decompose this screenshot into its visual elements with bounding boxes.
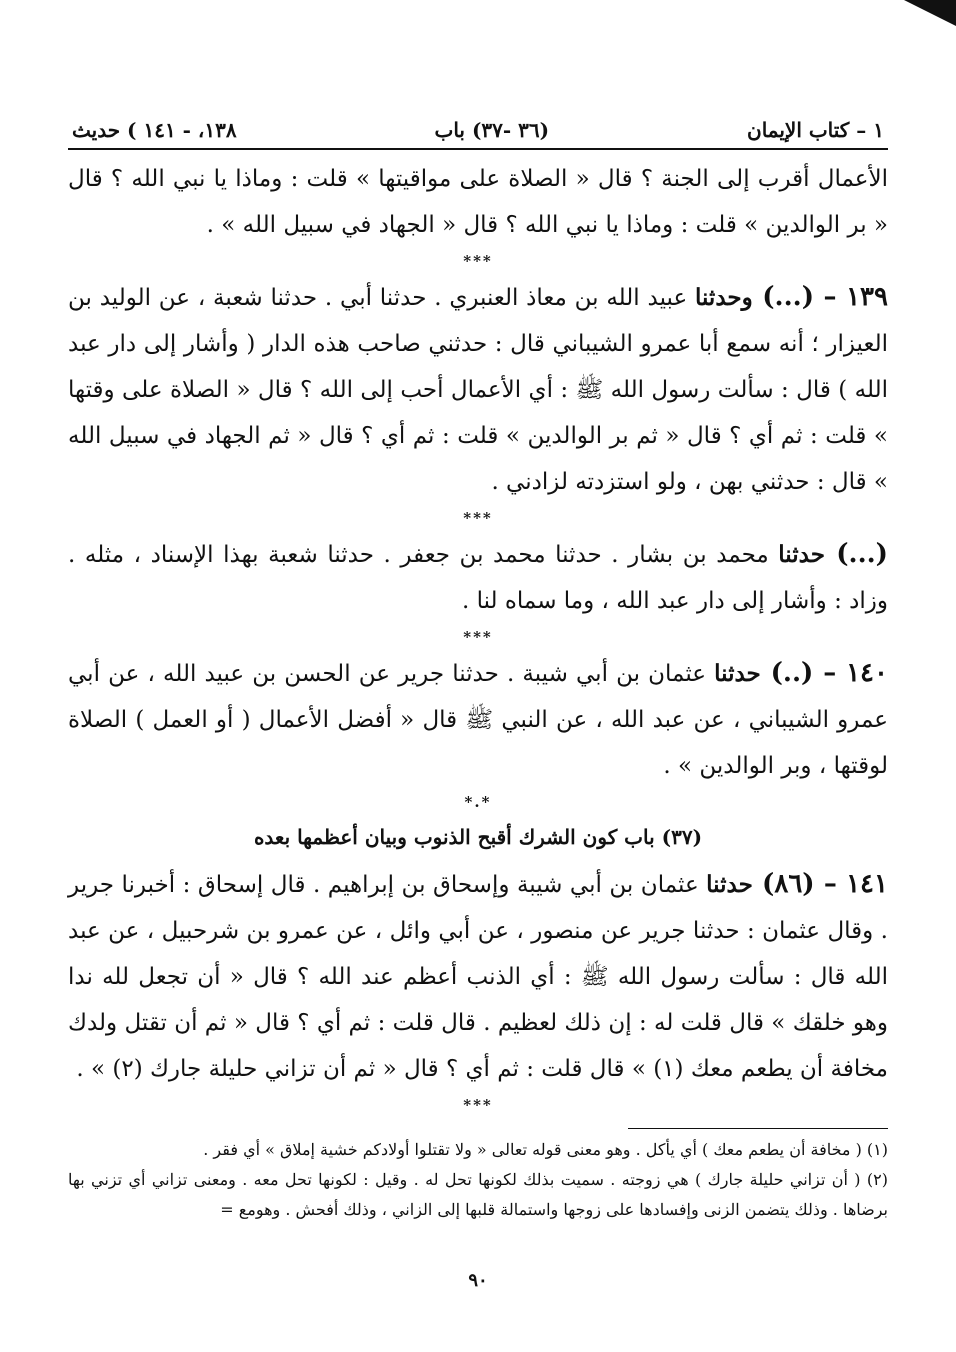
hadith-text: عثمان بن أبي شيبة . حدثنا جرير عن الحسن بن عبيد الله ، عن أبي عمرو الشيباني ، عن عبد الله ، عن النبي ﷺ قال « أفضل الأعمال ( أو العمل ) الصلاة لوقتها ، وبر الوالدين » .	[68, 661, 888, 779]
main-text	[68, 156, 888, 1116]
separator-stars: *.*	[464, 793, 492, 811]
hadith-number: ١٣٩ – (...)	[752, 282, 888, 312]
chapter-title: (٣٧) باب كون الشرك أقبح الذنوب وبيان أعظمها بعده	[253, 825, 703, 849]
footnotes	[68, 1135, 888, 1225]
continuation-line-2: قلت : وماذا يا نبي الله ؟ قال « الجهاد في سبيل الله » .	[206, 212, 737, 238]
hadith-139-variant	[68, 531, 888, 624]
hadith-keyword: حدثنا	[778, 541, 825, 568]
page-number: ٩٠	[468, 1270, 488, 1291]
separator-stars: ***	[463, 509, 493, 527]
header-book-title: ١ – كتاب الإيمان	[747, 118, 884, 142]
document-page	[68, 110, 888, 1225]
separator-stars: ***	[463, 252, 493, 270]
continuation-line-1: الأعمال أقرب إلى الجنة ؟ قال « الصلاة على مواقيتها » قلت : وماذا يا نبي الله ؟ قال « بر الوالدين »	[68, 166, 888, 238]
hadith-number: ١٤٠ – (..)	[760, 658, 888, 688]
hadith-140	[68, 650, 888, 789]
hadith-number: (...)	[824, 539, 888, 569]
footnote-divider	[628, 1128, 888, 1129]
hadith-text: عثمان بن أبي شيبة وإسحاق بن إبراهيم . قال إسحاق : أخبرنا جرير . وقال عثمان : حدثنا جرير عن منصور ، عن أبي وائل ، عن عمرو بن شرحبيل ، عن عبد الله قال : سألت رسول الله ﷺ : أي الذنب أعظم عند الله ؟ قال « أن تجعل لله ندا وهو خلقك » قال قلت له : إن ذلك لعظيم . قال قلت : ثم أي ؟ قال « ثم أن تقتل ولدك مخافة أن يطعم معك (١) » قال قلت : ثم أي ؟ قال « ثم أن تزاني حليلة جارك (٢) » .	[68, 872, 888, 1082]
hadith-141	[68, 861, 888, 1092]
hadith-text: عبيد الله بن معاذ العنبري . حدثنا أبي . حدثنا شعبة ، عن الوليد بن العيزار ؛ أنه سمع أبا عمرو الشيباني قال : حدثني صاحب هذه الدار ( وأشار إلى دار عبد الله ) قال : سألت رسول الله ﷺ : أي الأعمال أحب إلى الله ؟ قال « الصلاة على وقتها » قلت : ثم أي ؟ قال « ثم بر الوالدين » قلت : ثم أي ؟ قال « ثم الجهاد في سبيل الله » قال : حدثني بهن ، ولو استزدته لزادني .	[68, 285, 888, 495]
hadith-text: محمد بن بشار . حدثنا محمد بن جعفر . حدثنا شعبة بهذا الإسناد ، مثله . وزاد : وأشار إلى دار عبد الله ، وما سماه لنا .	[68, 542, 888, 614]
header-hadith-range: ١٣٨، - ١٤١ ) حديث	[72, 118, 237, 142]
footnote-1: (١) ( مخافة أن يطعم معك ) أي يأكل . وهو معنى قوله تعالى « ولا تقتلوا أولادكم خشية إملاق » أي فقر .	[203, 1140, 888, 1159]
separator-stars: ***	[463, 1096, 493, 1114]
header-chapter-range: (٣٦ -٣٧) باب	[434, 118, 550, 142]
footnote-2: (٢) ( أن تزاني حليلة جارك ) هي زوجته . سميت بذلك لكونها تحل له . وقيل : لكونها تحل معه . ومعنى تزاني أي تزني بها برضاها . وذلك يتضمن الزنى وإفسادها على زوجها واستمالة قلبها إلى الزاني ، وذلك أفحش . وهومع =	[68, 1170, 888, 1219]
hadith-keyword: حدثنا	[714, 660, 761, 687]
hadith-139	[68, 274, 888, 505]
running-header	[68, 110, 888, 150]
hadith-number: ١٤١ – (٨٦)	[752, 869, 888, 899]
continuation-paragraph	[68, 156, 888, 248]
hadith-keyword: وحدثنا	[694, 284, 753, 311]
page-corner-mark	[904, 0, 956, 26]
hadith-keyword: حدثنا	[706, 871, 753, 898]
separator-stars: ***	[463, 628, 493, 646]
